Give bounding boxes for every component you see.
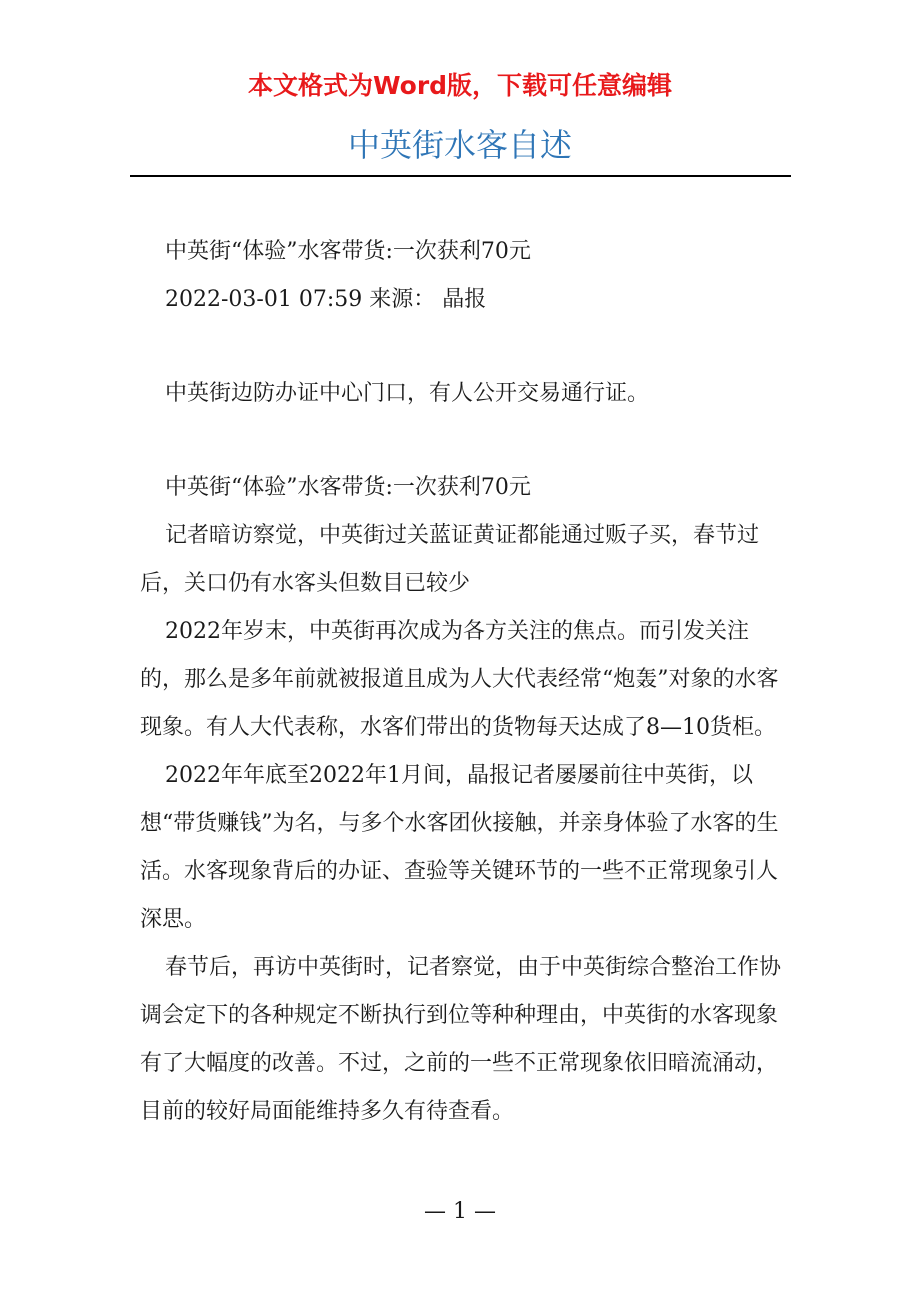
article-meta: 2022-03-01 07:59 来源： 晶报: [165, 287, 487, 312]
article-paragraph: 记者暗访察觉，中英街过关蓝证黄证都能通过贩子买，春节过后，关口仍有水客头但数目已较少: [140, 523, 760, 596]
article-paragraph: 春节后，再访中英街时，记者察觉，由于中英街综合整治工作协调会定下的各种规定不断执行到位等种种理由，中英街的水客现象有了大幅度的改善。不过，之前的一些不正常现象依旧暗流涌动，目前的较好局面能维持多久有待查看。: [140, 955, 782, 1124]
article-headline: 中英街“体验”水客带货:一次获利70元: [165, 239, 531, 264]
title-divider: [130, 175, 791, 177]
article-paragraph: 2022年年底至2022年1月间，晶报记者屡屡前往中英街，以想“带货赚钱”为名，与多个水客团伙接触，并亲身体验了水客的生活。水客现象背后的办证、查验等关键环节的一些不正常现象引人深思。: [140, 763, 779, 932]
download-banner: 本文格式为Word版，下载可任意编辑: [247, 71, 673, 100]
article-paragraph: 中英街边防办证中心门口，有人公开交易通行证。: [165, 381, 650, 406]
document-title: 中英街水客自述: [347, 126, 572, 164]
article-paragraph: 中英街“体验”水客带货:一次获利70元: [165, 475, 531, 500]
article-paragraph: 2022年岁末，中英街再次成为各方关注的焦点。而引发关注的，那么是多年前就被报道且成为人大代表经常“炮轰”对象的水客现象。有人大代表称，水客们带出的货物每天达成了8—10货柜。: [140, 619, 779, 740]
page-number: — 1 —: [424, 1199, 496, 1224]
article-body: [140, 228, 790, 1136]
